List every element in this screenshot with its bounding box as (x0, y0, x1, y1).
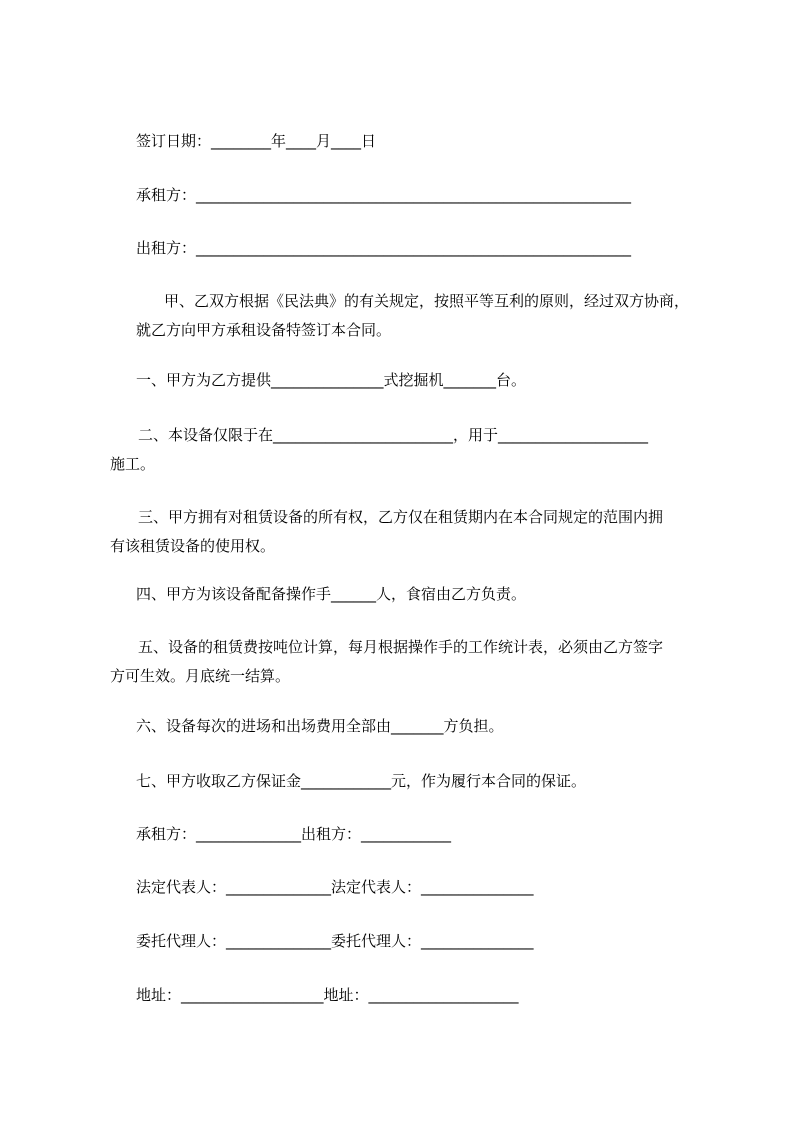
clause-3-line-1: 三、甲方拥有对租赁设备的所有权，乙方仅在租赁期内在本合同规定的范围内拥 (138, 508, 664, 526)
clause-3-line-2: 有该租赁设备的使用权。 (110, 537, 276, 555)
signature-address: 地址：___________________地址：____________________ (136, 986, 519, 1004)
clause-1: 一、甲方为乙方提供_______________式挖掘机_______台。 (136, 371, 527, 389)
clause-4: 四、甲方为该设备配备操作手______人，食宿由乙方负责。 (136, 585, 527, 603)
clause-2-line-1: 二、本设备仅限于在________________________，用于____________________ (138, 426, 649, 444)
clause-5-line-1: 五、设备的租赁费按吨位计算，每月根据操作手的工作统计表，必须由乙方签字 (138, 638, 664, 656)
sign-date-line: 签订日期：________年____月____日 (136, 132, 377, 150)
intro-line-2: 就乙方向甲方承租设备特签订本合同。 (136, 321, 392, 339)
clause-3-paragraph (110, 503, 710, 561)
intro-line-1: 甲、乙双方根据《民法典》的有关规定，按照平等互利的原则，经过双方协商， (164, 292, 690, 310)
intro-paragraph (136, 287, 736, 345)
clause-6: 六、设备每次的进场和出场费用全部由_______方负担。 (136, 717, 504, 735)
clause-5-line-2: 方可生效。月底统一结算。 (110, 667, 291, 685)
lessor-line: 出租方：__________________________________________________________ (136, 239, 632, 257)
clause-2-paragraph (110, 421, 710, 479)
clause-2-line-2: 施工。 (110, 455, 156, 473)
clause-7: 七、甲方收取乙方保证金____________元，作为履行本合同的保证。 (136, 772, 587, 790)
clause-5-paragraph (110, 633, 710, 691)
signature-agent: 委托代理人：______________委托代理人：_______________ (136, 932, 534, 950)
signature-parties: 承租方：______________出租方：____________ (136, 825, 452, 843)
lessee-line: 承租方：__________________________________________________________ (136, 186, 632, 204)
signature-legal-rep: 法定代表人：______________法定代表人：_______________ (136, 878, 534, 896)
